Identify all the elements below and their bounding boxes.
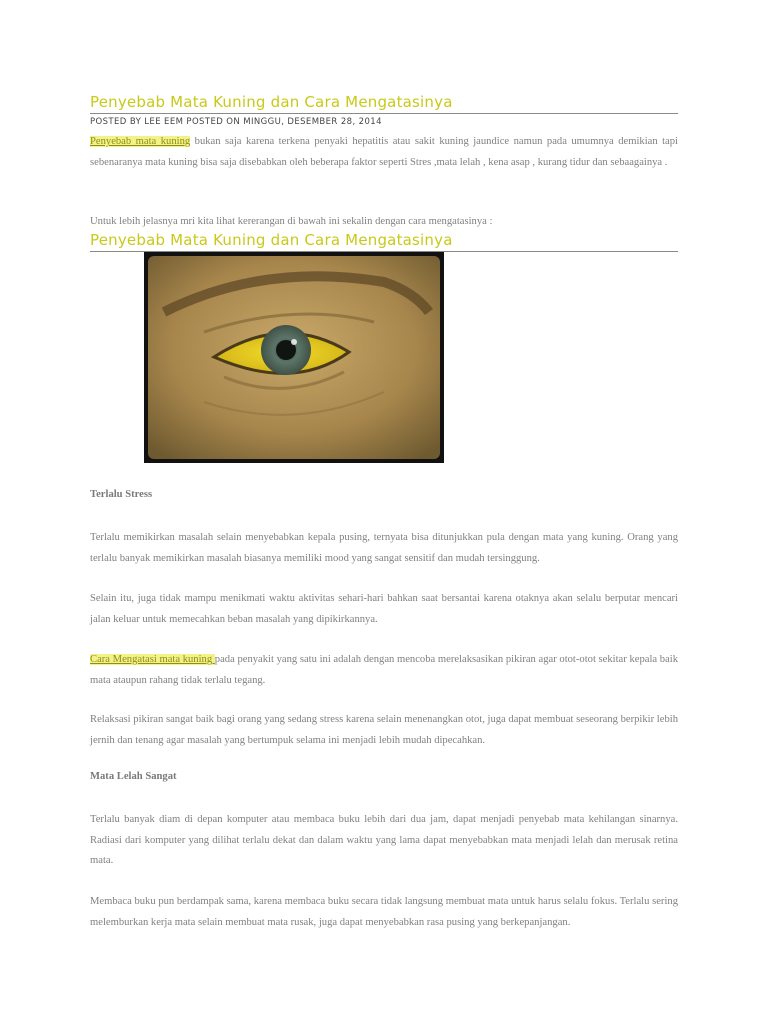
- paragraph: Membaca buku pun berdampak sama, karena membaca buku secara tidak langsung membuat mata untuk harus selalu fokus. Terlalu sering melemburkan kerja mata selain membuat mata rusak, juga dapat menyebabkan rasa pusing yang berkepanjangan.: [90, 896, 678, 928]
- post-title[interactable]: Penyebab Mata Kuning dan Cara Mengatasinya: [90, 93, 678, 114]
- intro-paragraph-2: Untuk lebih jelasnya mri kita lihat kererangan di bawah ini sekalin dengan cara mengatasinya :: [90, 216, 493, 227]
- paragraph: Relaksasi pikiran sangat baik bagi orang yang sedang stress karena selain menenangkan otot, juga dapat membuat seseorang berpikir lebih jernih dan tenang agar masalah yang bertumpuk selama ini menjadi lebih mudah dipecahkan.: [90, 714, 678, 746]
- yellow-eye-photo: [144, 252, 444, 463]
- paragraph: Selain itu, juga tidak mampu menikmati waktu aktivitas sehari-hari bahkan saat bersantai karena otaknya akan selalu berputar mencari jalan keluar untuk memecahkan beban masalah yang dipikirkannya.: [90, 593, 678, 625]
- section-heading-stress: Terlalu Stress: [90, 489, 153, 500]
- intro-link[interactable]: Penyebab mata kuning: [90, 136, 191, 147]
- intro-text: bukan saja karena terkena penyaki hepatitis atau sakit kuning jaundice namun pada umumnya demikian tapi sebenaranya mata kuning bisa saja disebabkan oleh beberapa faktor seperti Stres ,mata lelah , kena asap , kurang tidur dan sebaagainya .: [90, 136, 679, 168]
- article-subtitle: Penyebab Mata Kuning dan Cara Mengatasinya: [90, 231, 678, 252]
- paragraph-text: pada penyakit yang satu ini adalah dengan mencoba merelaksasikan pikiran agar otot-otot sekitar kepala baik mata ataupun rahang tidak terlalu tegang.: [90, 654, 678, 686]
- section-heading-mata-lelah: Mata Lelah Sangat: [90, 771, 177, 782]
- paragraph: Terlalu banyak diam di depan komputer atau membaca buku lebih dari dua jam, dapat menjadi penyebab mata kehilangan sinarnya. Radiasi dari komputer yang dilihat terlalu dekat dan dalam waktu yang lama dapat menyebabkan mata menjadi lelah dan merusak retina mata.: [90, 814, 678, 866]
- post-byline: POSTED BY LEE EEM POSTED ON MINGGU, DESEMBER 28, 2014: [90, 117, 382, 127]
- paragraph-with-link: [90, 650, 678, 691]
- intro-paragraph: [90, 132, 678, 173]
- paragraph: Terlalu memikirkan masalah selain menyebabkan kepala pusing, ternyata bisa ditunjukkan pula dengan mata yang kuning. Orang yang terlalu banyak memikirkan masalah biasanya memiliki mood yang sangat sensitif dan mudah tersinggung.: [90, 532, 678, 564]
- cara-mengatasi-link[interactable]: Cara Mengatasi mata kuning: [90, 654, 215, 665]
